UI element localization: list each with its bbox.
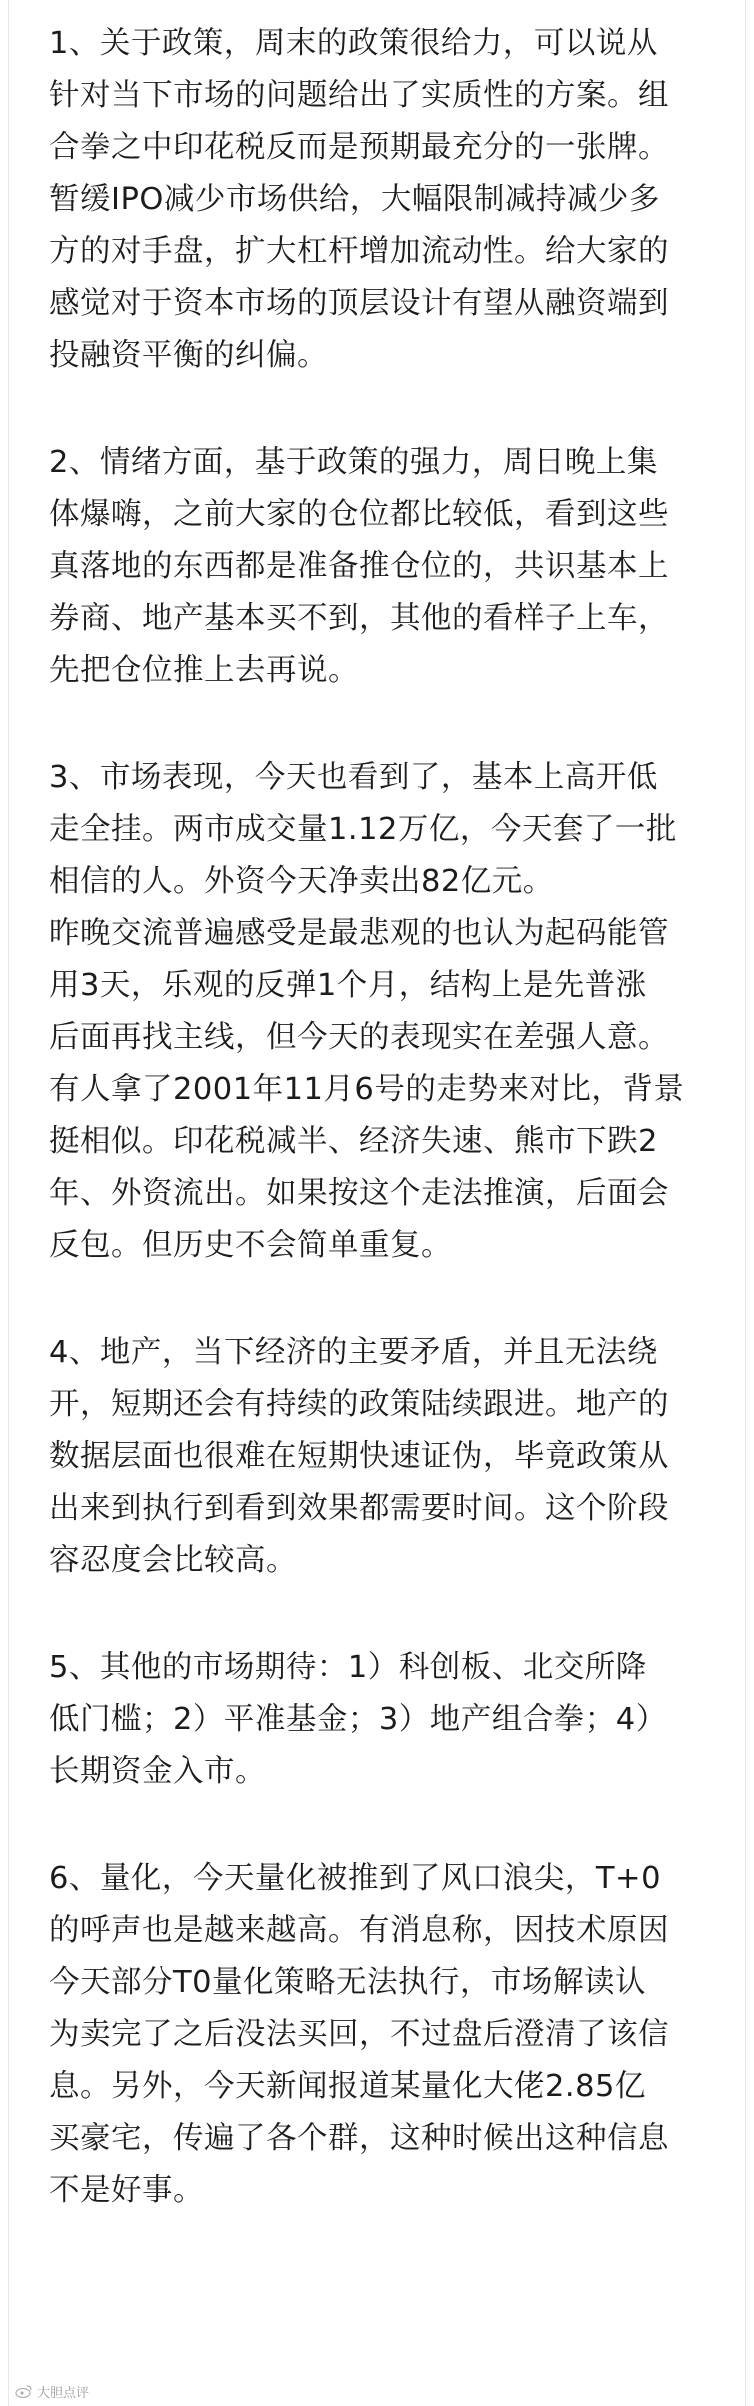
paragraph-6 — [49, 1853, 719, 2217]
weibo-icon — [15, 2384, 33, 2398]
text-line: 相信的人。外资今天净卖出82亿元。 — [49, 864, 554, 899]
text-line: 2、情绪方面，基于政策的强力，周日晚上集 — [49, 445, 658, 480]
text-line: 不是好事。 — [49, 2173, 204, 2208]
text-line: 券商、地产基本买不到，其他的看样子上车， — [49, 601, 669, 636]
paragraph-4 — [49, 1327, 719, 1587]
paragraph-1 — [49, 18, 719, 382]
text-line: 后面再找主线，但今天的表现实在差强人意。 — [49, 1020, 669, 1055]
text-line: 有人拿了2001年11月6号的走势来对比，背景 — [49, 1072, 685, 1107]
text-line: 长期资金入市。 — [49, 1754, 266, 1789]
text-line: 开，短期还会有持续的政策陆续跟进。地产的 — [49, 1387, 669, 1422]
text-line: 反包。但历史不会简单重复。 — [49, 1228, 452, 1263]
text-line: 买豪宅，传遍了各个群，这种时候出这种信息 — [49, 2121, 669, 2156]
text-line: 用3天，乐观的反弹1个月，结构上是先普涨 — [49, 968, 647, 1003]
text-line: 针对当下市场的问题给出了实质性的方案。组 — [49, 78, 669, 113]
text-line: 6、量化，今天量化被推到了风口浪尖，T+0 — [49, 1861, 661, 1896]
article-page — [8, 0, 746, 2406]
text-line: 感觉对于资本市场的顶层设计有望从融资端到 — [49, 286, 669, 321]
watermark — [15, 2378, 89, 2404]
text-line: 年、外资流出。如果按这个走法推演，后面会 — [49, 1176, 669, 1211]
text-line: 合拳之中印花税反而是预期最充分的一张牌。 — [49, 130, 669, 165]
text-line: 数据层面也很难在短期快速证伪，毕竟政策从 — [49, 1439, 669, 1474]
paragraph-5 — [49, 1642, 719, 1798]
text-line: 容忍度会比较高。 — [49, 1543, 297, 1578]
text-line: 昨晚交流普遍感受是最悲观的也认为起码能管 — [49, 916, 669, 951]
text-line: 5、其他的市场期待：1）科创板、北交所降 — [49, 1650, 647, 1685]
text-line: 真落地的东西都是准备推仓位的，共识基本上 — [49, 549, 669, 584]
text-line: 先把仓位推上去再说。 — [49, 653, 359, 688]
text-line: 的呼声也是越来越高。有消息称，因技术原因 — [49, 1913, 669, 1948]
text-line: 投融资平衡的纠偏。 — [49, 338, 328, 373]
text-line: 出来到执行到看到效果都需要时间。这个阶段 — [49, 1491, 669, 1526]
text-line: 走全挂。两市成交量1.12万亿，今天套了一批 — [49, 812, 677, 847]
text-line: 1、关于政策，周末的政策很给力，可以说从 — [49, 26, 658, 61]
paragraph-2 — [49, 437, 719, 697]
text-line: 3、市场表现，今天也看到了，基本上高开低 — [49, 760, 658, 795]
text-line: 4、地产，当下经济的主要矛盾，并且无法绕 — [49, 1335, 658, 1370]
text-line: 挺相似。印花税减半、经济失速、熊市下跌2 — [49, 1124, 658, 1159]
text-line: 暂缓IPO减少市场供给，大幅限制减持减少多 — [49, 182, 660, 217]
text-line: 体爆嗨，之前大家的仓位都比较低，看到这些 — [49, 497, 669, 532]
text-line: 息。另外，今天新闻报道某量化大佬2.85亿 — [49, 2069, 646, 2104]
text-line: 低门槛；2）平准基金；3）地产组合拳；4） — [49, 1702, 667, 1737]
text-line: 方的对手盘，扩大杠杆增加流动性。给大家的 — [49, 234, 669, 269]
paragraph-3 — [49, 752, 719, 1272]
watermark-text: 大胆点评 — [37, 2385, 90, 2401]
article-body — [49, 18, 719, 2217]
text-line: 今天部分T0量化策略无法执行，市场解读认 — [49, 1965, 647, 2000]
text-line: 为卖完了之后没法买回，不过盘后澄清了该信 — [49, 2017, 669, 2052]
